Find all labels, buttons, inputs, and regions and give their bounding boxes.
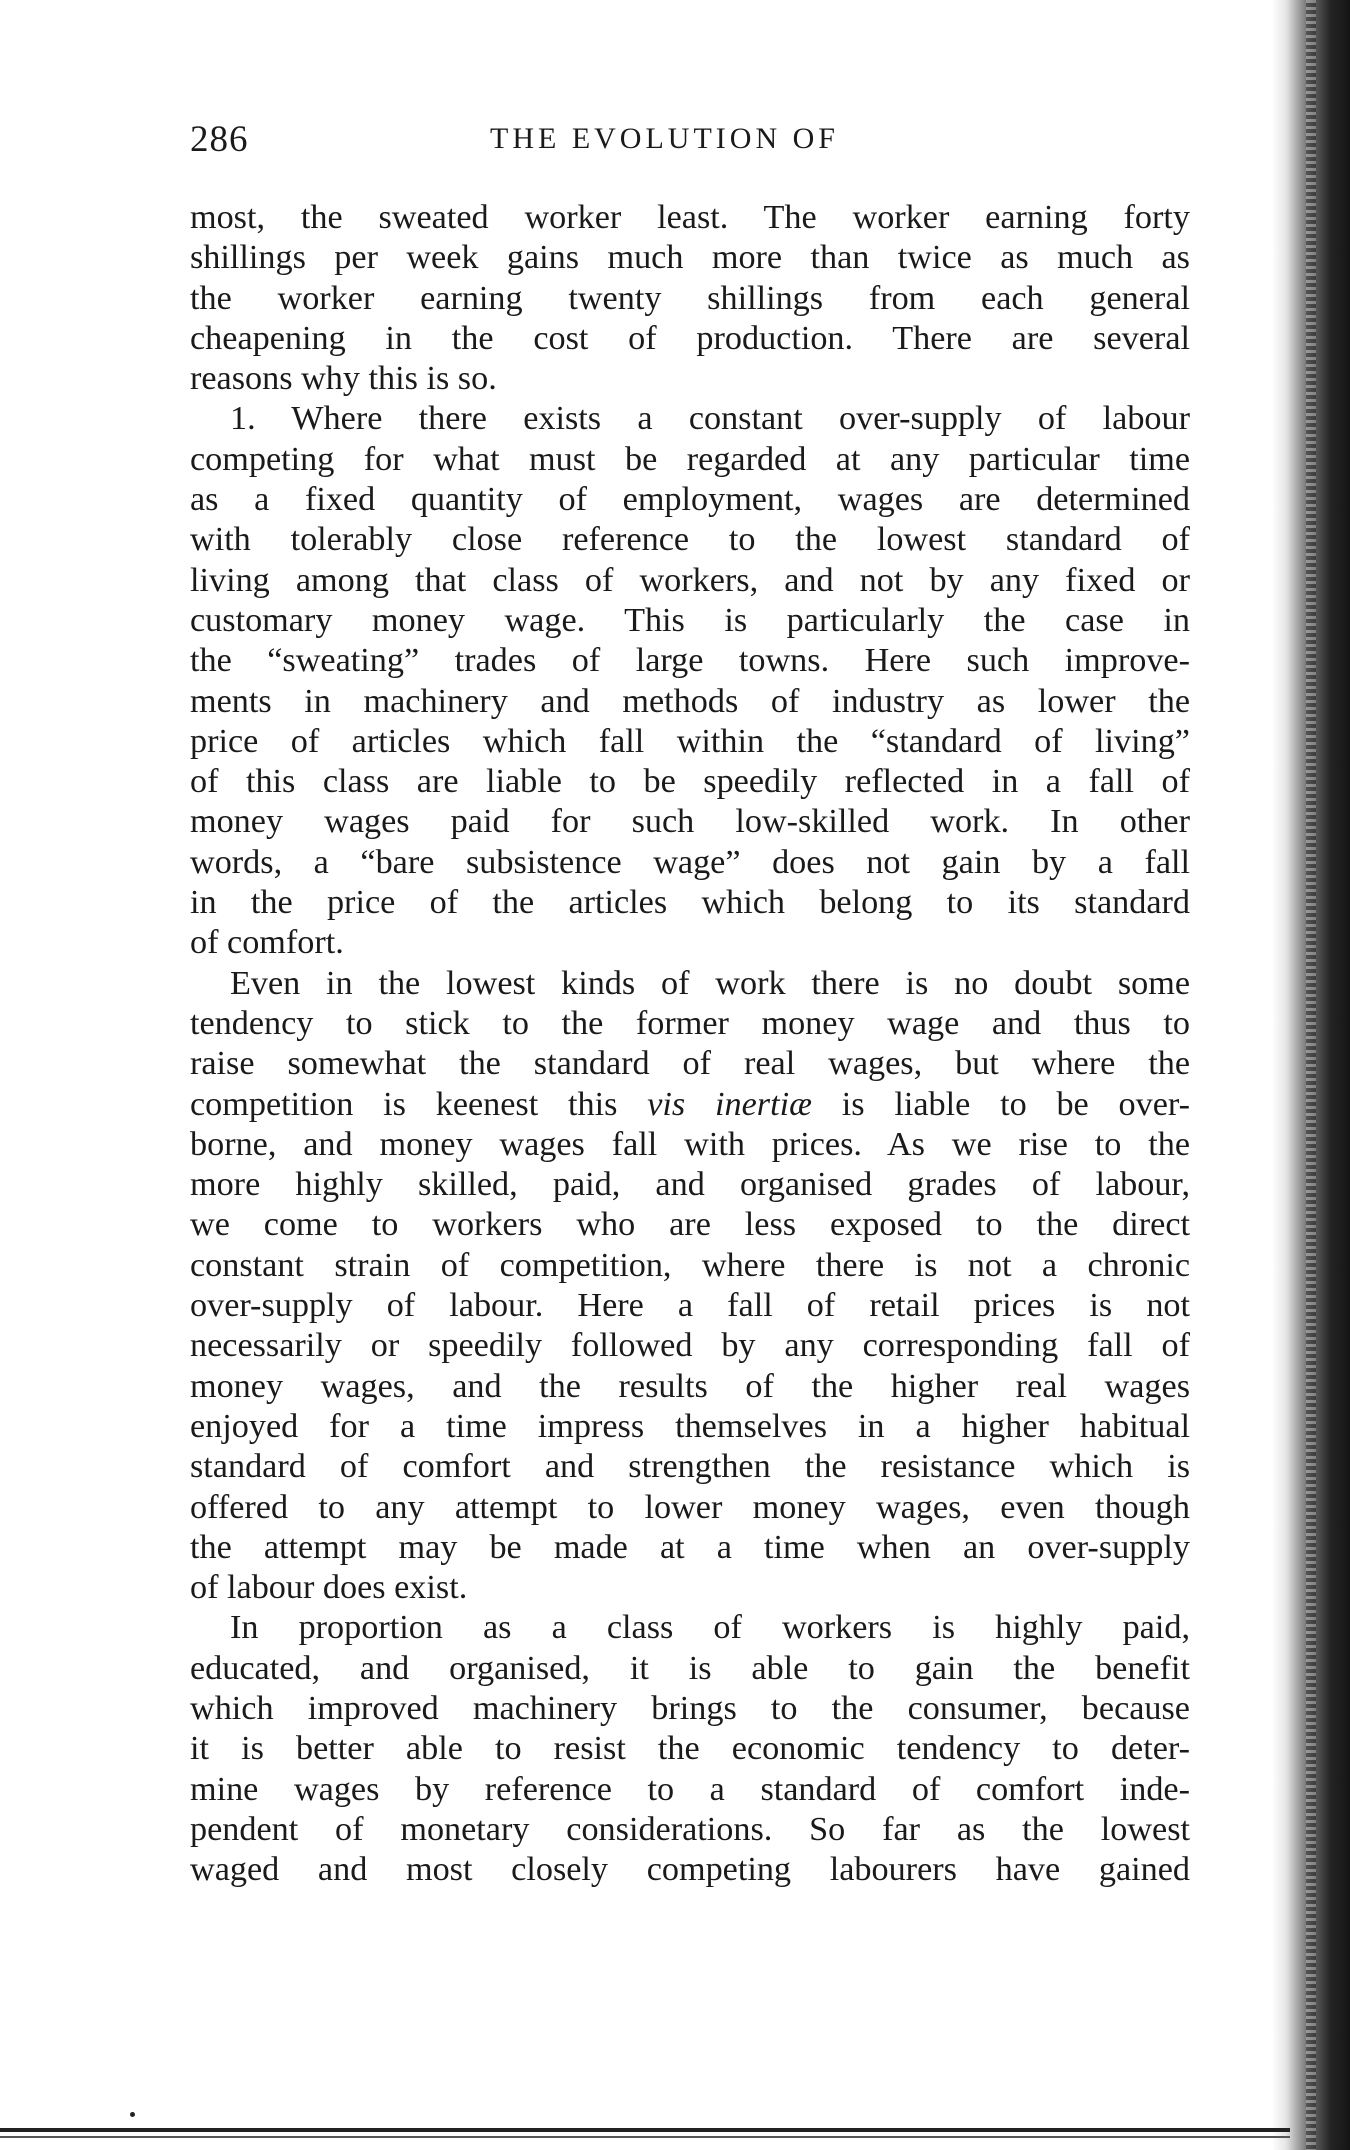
text-line: necessarily or speedily followed by any corresponding fall of [190,1327,1190,1365]
text-line: pendent of monetary considerations. So far as the lowest [190,1810,1190,1848]
page-header [190,118,1190,168]
text-line: the “sweating” trades of large towns. Here such improve- [190,642,1190,680]
text-line: over-supply of labour. Here a fall of retail prices is not [190,1287,1190,1325]
text-line: in the price of the articles which belong to its standard [190,884,1190,922]
text-line: with tolerably close reference to the lowest standard of [190,521,1190,559]
text-line: constant strain of competition, where there is not a chronic [190,1246,1190,1284]
page-bottom-edge-secondary [0,2136,1290,2138]
text-line: ments in machinery and methods of industry as lower the [190,682,1190,720]
text-line: most, the sweated worker least. The worker earning forty [190,199,1190,236]
text-line: we come to workers who are less exposed to the direct [190,1206,1190,1244]
text-line: reasons why this is so. [190,360,497,398]
paragraph-4 [190,1608,1190,1890]
text-line: money wages, and the results of the higher real wages [190,1367,1190,1405]
text-line: words, a “bare subsistence wage” does not gain by a fall [190,843,1190,881]
text-line: living among that class of workers, and not by any fixed or [190,561,1190,599]
text-line: which improved machinery brings to the consumer, because [190,1689,1190,1727]
text-line: shillings per week gains much more than twice as much as [190,239,1190,277]
text-line-with-italic [190,1085,1190,1125]
binding-edge [1306,0,1316,2150]
text-line: Even in the lowest kinds of work there is no doubt some [230,964,1190,1002]
text-line: waged and most closely competing labourers have gained [190,1851,1190,1889]
text-line: raise somewhat the standard of real wages, but where the [190,1045,1190,1083]
page-number: 286 [190,119,249,160]
paragraph-2 [190,399,1190,963]
text-line: of this class are liable to be speedily reflected in a fall of [190,763,1190,801]
body-text [190,198,1190,1890]
text-line: as a fixed quantity of employment, wages are determined [190,481,1190,519]
text-line: mine wages by reference to a standard of comfort inde- [190,1770,1190,1808]
text-line: enjoyed for a time impress themselves in a higher habitual [190,1407,1190,1445]
text-line: price of articles which fall within the “standard of living” [190,722,1190,760]
text-line: 1. Where there exists a constant over-supply of labour [230,400,1190,438]
text-fragment: is liable to be over- [811,1085,1190,1123]
text-line: money wages paid for such low-skilled work. In other [190,803,1190,841]
paragraph-1 [190,198,1190,399]
text-line: of comfort. [190,924,344,962]
text-line: tendency to stick to the former money wage and thus to [190,1004,1190,1042]
text-fragment: competition is keenest this [190,1085,648,1123]
ink-speck [130,2112,135,2117]
paragraph-3 [190,964,1190,1609]
text-line: customary money wage. This is particularly the case in [190,601,1190,639]
text-line: borne, and money wages fall with prices. As we rise to the [190,1125,1190,1163]
text-line: educated, and organised, it is able to gain the benefit [190,1649,1190,1687]
text-line: more highly skilled, paid, and organised grades of labour, [190,1166,1190,1204]
text-line: the worker earning twenty shillings from each general [190,279,1190,317]
text-line: the attempt may be made at a time when an over-supply [190,1528,1190,1566]
text-line: of labour does exist. [190,1569,468,1607]
page-bottom-edge [0,2128,1290,2132]
text-line: it is better able to resist the economic tendency to deter- [190,1730,1190,1768]
italic-phrase: vis inertiæ [647,1085,812,1123]
text-line: competing for what must be regarded at any particular time [190,440,1190,478]
text-line: cheapening in the cost of production. There are several [190,319,1190,357]
running-head: THE EVOLUTION OF [490,122,839,155]
text-line: offered to any attempt to lower money wages, even though [190,1488,1190,1526]
text-line: standard of comfort and strengthen the resistance which is [190,1448,1190,1486]
text-line: In proportion as a class of workers is highly paid, [230,1609,1190,1647]
